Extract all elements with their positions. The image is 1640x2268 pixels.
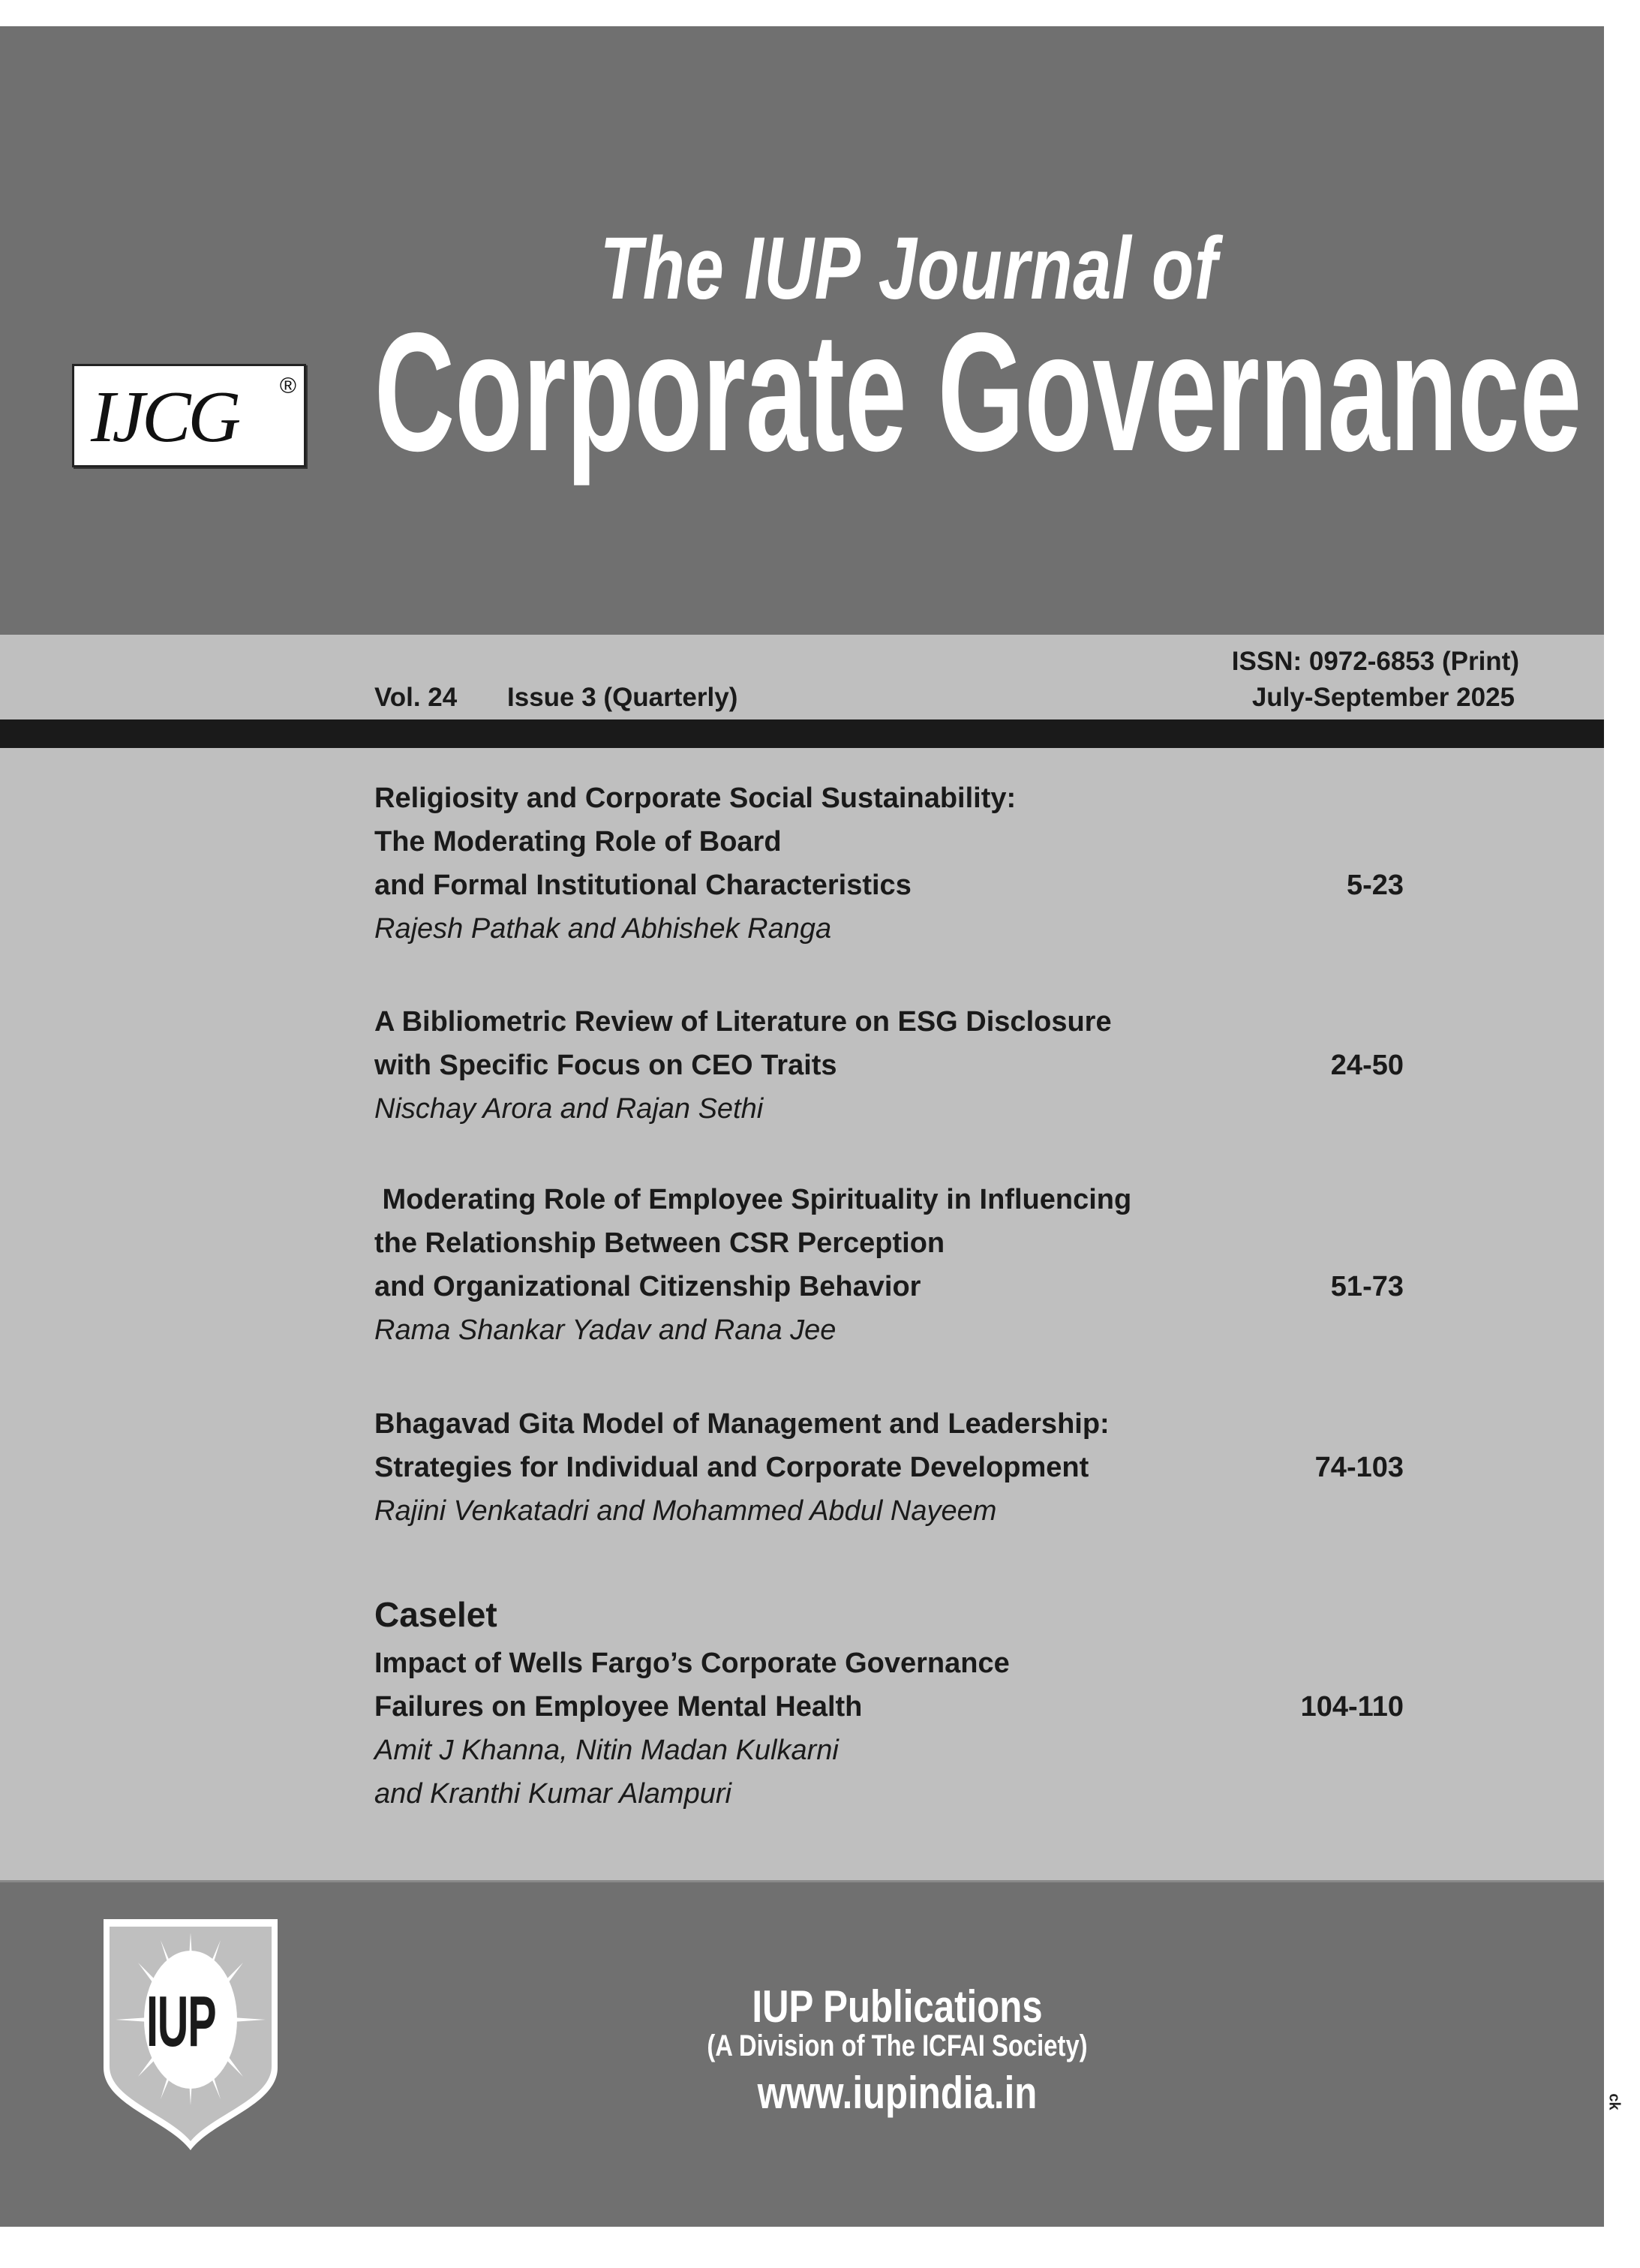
article-pages: 5-23 <box>1346 870 1404 901</box>
caselet-pages: 104-110 <box>1300 1691 1404 1723</box>
article-authors: Rajini Venkatadri and Mohammed Abdul Nayeem <box>374 1495 997 1527</box>
article-entry[interactable] <box>374 1000 1404 1131</box>
caselet-authors: Amit J Khanna, Nitin Madan Kulkarni <box>374 1735 839 1766</box>
caselet-title: Impact of Wells Fargo’s Corporate Governance <box>374 1648 1010 1679</box>
registered-mark: ® <box>279 374 296 398</box>
article-title: and Formal Institutional Characteristics <box>374 870 912 901</box>
article-authors: Rama Shankar Yadav and Rana Jee <box>374 1314 837 1346</box>
journal-title-line2: Corporate Governance <box>374 297 1582 486</box>
article-pages: 74-103 <box>1314 1452 1404 1483</box>
article-title: Strategies for Individual and Corporate Development <box>374 1452 1089 1483</box>
caselet-title: Failures on Employee Mental Health <box>374 1691 863 1723</box>
article-pages: 24-50 <box>1330 1050 1404 1081</box>
journal-title-line1: The IUP Journal of <box>599 219 1218 318</box>
article-title: with Specific Focus on CEO Traits <box>374 1050 837 1081</box>
issn: ISSN: 0972-6853 (Print) <box>1231 647 1519 676</box>
article-title: A Bibliometric Review of Literature on ESG Disclosure <box>374 1006 1112 1038</box>
volume: Vol. 24 <box>374 683 458 712</box>
publisher-division: (A Division of The ICFAI Society) <box>707 2029 1088 2062</box>
issue-number: Issue 3 (Quarterly) <box>507 683 738 712</box>
article-title: Moderating Role of Employee Spirituality in Influencing <box>374 1184 1132 1215</box>
caselet-authors: and Kranthi Kumar Alampuri <box>374 1778 731 1810</box>
caselet-entry[interactable] <box>374 1642 1404 1816</box>
article-title: the Relationship Between CSR Perception <box>374 1227 945 1259</box>
article-title: Bhagavad Gita Model of Management and Leadership: <box>374 1408 1110 1440</box>
ijcg-logo <box>72 364 306 467</box>
article-authors: Nischay Arora and Rajan Sethi <box>374 1093 764 1125</box>
article-pages: 51-73 <box>1330 1271 1404 1302</box>
publisher-name: IUP Publications <box>752 1981 1043 2032</box>
article-title: Religiosity and Corporate Social Sustainability: <box>374 783 1017 814</box>
article-entry[interactable] <box>374 777 1404 951</box>
divider-bar <box>0 719 1604 748</box>
article-title: The Moderating Role of Board <box>374 826 782 858</box>
side-mark: ck <box>1605 2093 1623 2110</box>
article-entry[interactable] <box>374 1402 1404 1533</box>
ijcg-logo-text: IJCG <box>91 377 239 458</box>
article-authors: Rajesh Pathak and Abhishek Ranga <box>374 913 832 945</box>
caselet-heading: Caselet <box>374 1595 497 1634</box>
article-entry[interactable] <box>374 1178 1404 1352</box>
iup-logo-text: IUP <box>146 1981 216 2062</box>
issue-period: July-September 2025 <box>1251 683 1515 712</box>
website-link[interactable]: www.iupindia.in <box>757 2068 1038 2118</box>
article-title: and Organizational Citizenship Behavior <box>374 1271 921 1302</box>
